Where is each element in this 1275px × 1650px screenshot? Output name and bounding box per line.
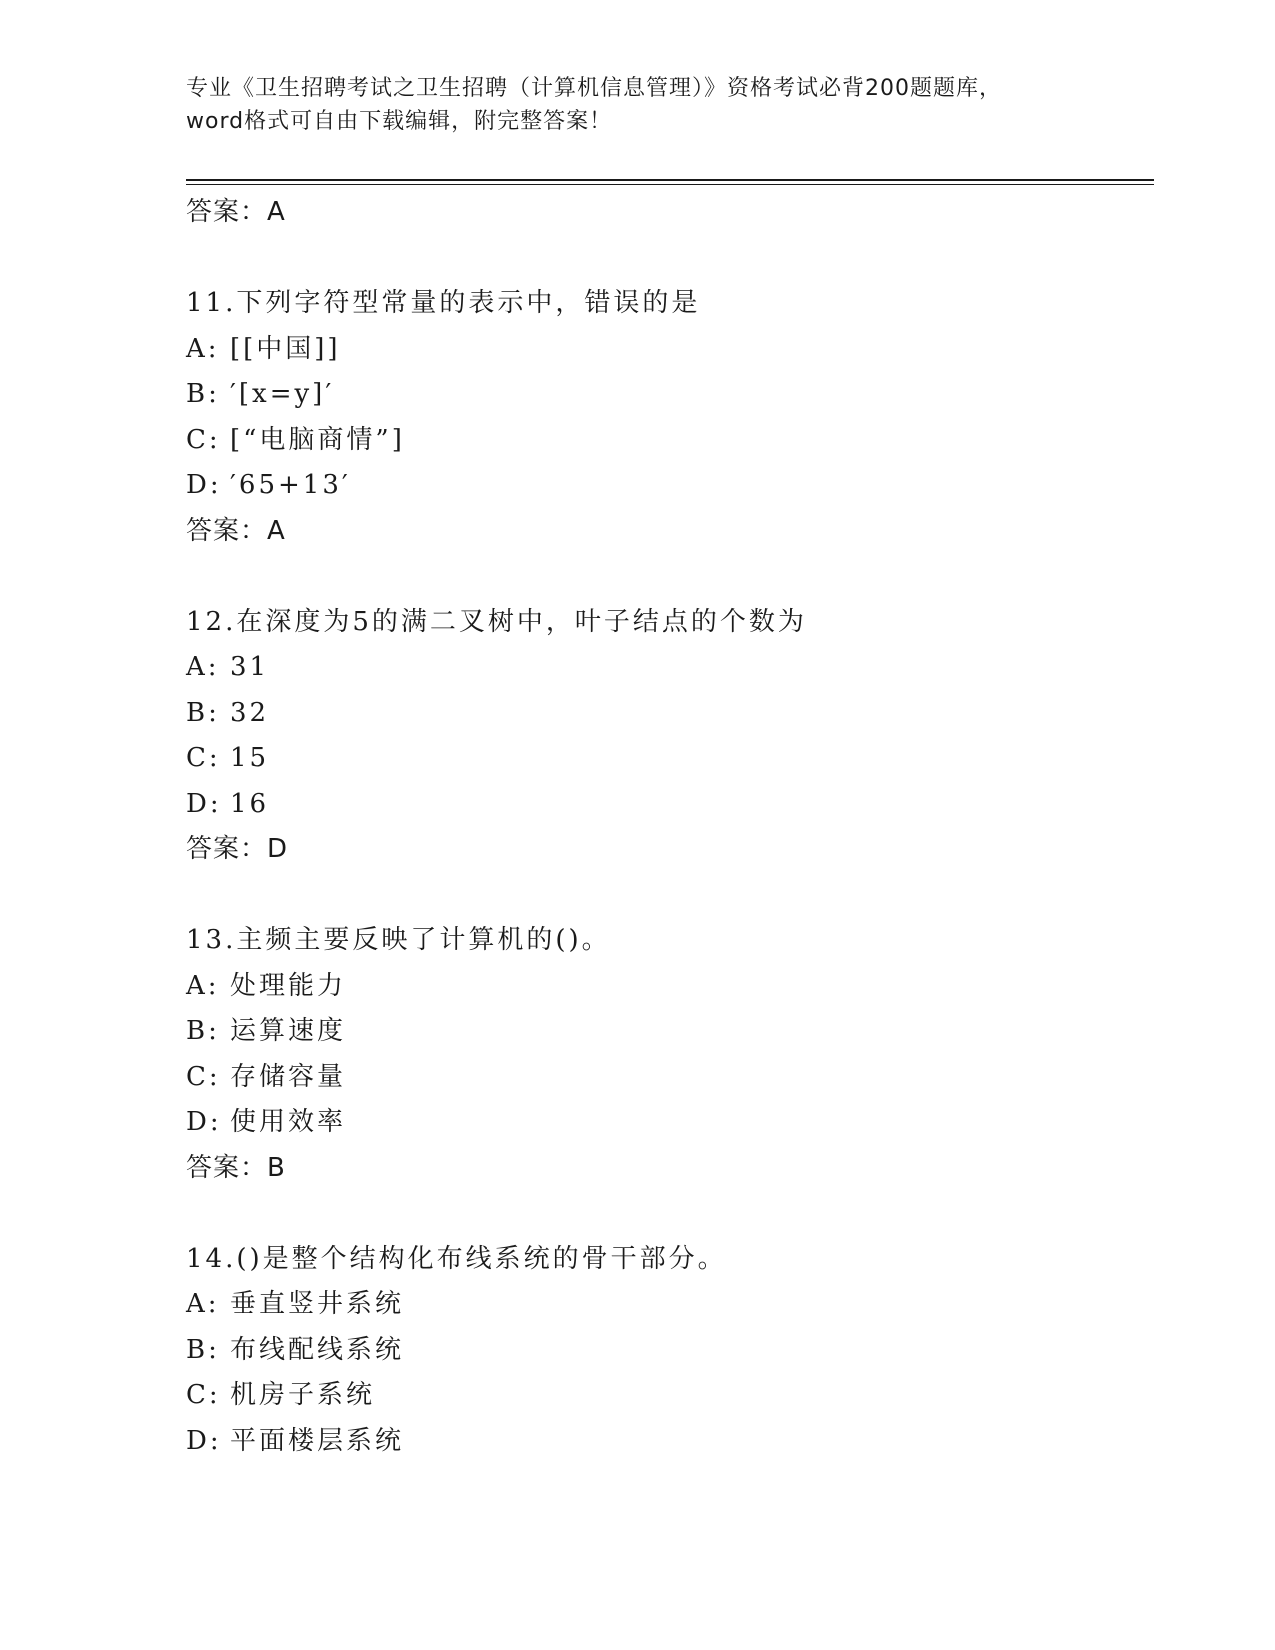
- option-text: 布线配线系统: [230, 1334, 405, 1365]
- answer-line: 答案：A: [186, 515, 286, 546]
- option-text: 处理能力: [230, 970, 347, 1001]
- question-text: 14.()是整个结构化布线系统的骨干部分。: [186, 1243, 727, 1274]
- option-d: [186, 1419, 1146, 1465]
- question-text: 12.在深度为5的满二叉树中，叶子结点的个数为: [186, 606, 807, 637]
- option-c: [186, 1373, 1146, 1419]
- header-line-2: word格式可自由下载编辑，附完整答案！: [186, 109, 613, 134]
- option-text: [[中国]]: [230, 333, 341, 364]
- option-letter: A:: [186, 970, 220, 1001]
- question-block: [186, 918, 1146, 1191]
- answer-line: 答案：B: [186, 1152, 286, 1183]
- option-a: [186, 327, 1146, 373]
- option-b: [186, 1328, 1146, 1374]
- option-c: [186, 736, 1146, 782]
- option-text: 使用效率: [230, 1107, 347, 1137]
- option-text: 15: [230, 743, 270, 773]
- option-letter: C:: [186, 1061, 221, 1092]
- option-c: [186, 1055, 1146, 1101]
- option-letter: D:: [186, 788, 222, 819]
- option-text: 32: [230, 697, 270, 728]
- option-d: [186, 463, 1146, 509]
- option-d: [186, 1100, 1146, 1146]
- question-block: [186, 281, 1146, 554]
- option-letter: C:: [186, 424, 221, 455]
- option-text: 31: [230, 652, 270, 682]
- option-letter: B:: [186, 379, 220, 409]
- option-text: 机房子系统: [230, 1380, 376, 1410]
- option-text: 平面楼层系统: [230, 1425, 405, 1456]
- answer-line: 答案：A: [186, 197, 286, 227]
- option-letter: A:: [186, 333, 220, 364]
- option-text: 运算速度: [230, 1016, 347, 1046]
- option-a: [186, 1282, 1146, 1328]
- option-text: 垂直竖井系统: [230, 1289, 405, 1319]
- option-a: [186, 645, 1146, 691]
- option-d: [186, 782, 1146, 828]
- option-text: [“电脑商情”]: [230, 424, 405, 455]
- option-text: ′[x=y]′: [230, 379, 335, 409]
- header-divider-thick: [186, 179, 1154, 181]
- question-block: [186, 600, 1146, 873]
- document-header: [186, 72, 1086, 138]
- answer-line: 答案：D: [186, 834, 289, 864]
- option-letter: A:: [186, 1289, 220, 1319]
- spacer: [186, 1191, 1146, 1237]
- option-b: [186, 1009, 1146, 1055]
- option-letter: B:: [186, 697, 220, 728]
- option-letter: B:: [186, 1334, 220, 1365]
- option-letter: D:: [186, 1107, 222, 1137]
- option-letter: B:: [186, 1016, 220, 1046]
- option-b: [186, 691, 1146, 737]
- option-letter: C:: [186, 743, 221, 773]
- option-letter: C:: [186, 1380, 221, 1410]
- header-divider-thin: [186, 184, 1154, 185]
- spacer: [186, 554, 1146, 600]
- option-c: [186, 418, 1146, 464]
- question-block: [186, 1237, 1146, 1465]
- option-text: ′65+13′: [230, 470, 351, 500]
- spacer: [186, 872, 1146, 918]
- question-text: 13.主频主要反映了计算机的()。: [186, 925, 611, 955]
- option-a: [186, 964, 1146, 1010]
- option-b: [186, 372, 1146, 418]
- option-letter: D:: [186, 1425, 222, 1456]
- question-list: [186, 190, 1146, 1464]
- spacer: [186, 235, 1146, 281]
- option-letter: D:: [186, 470, 222, 500]
- option-letter: A:: [186, 652, 220, 682]
- header-line-1: 专业《卫生招聘考试之卫生招聘（计算机信息管理）》资格考试必背200题题库，: [186, 76, 1002, 101]
- option-text: 存储容量: [230, 1061, 347, 1092]
- question-text: 11.下列字符型常量的表示中，错误的是: [186, 288, 701, 318]
- option-text: 16: [230, 788, 270, 819]
